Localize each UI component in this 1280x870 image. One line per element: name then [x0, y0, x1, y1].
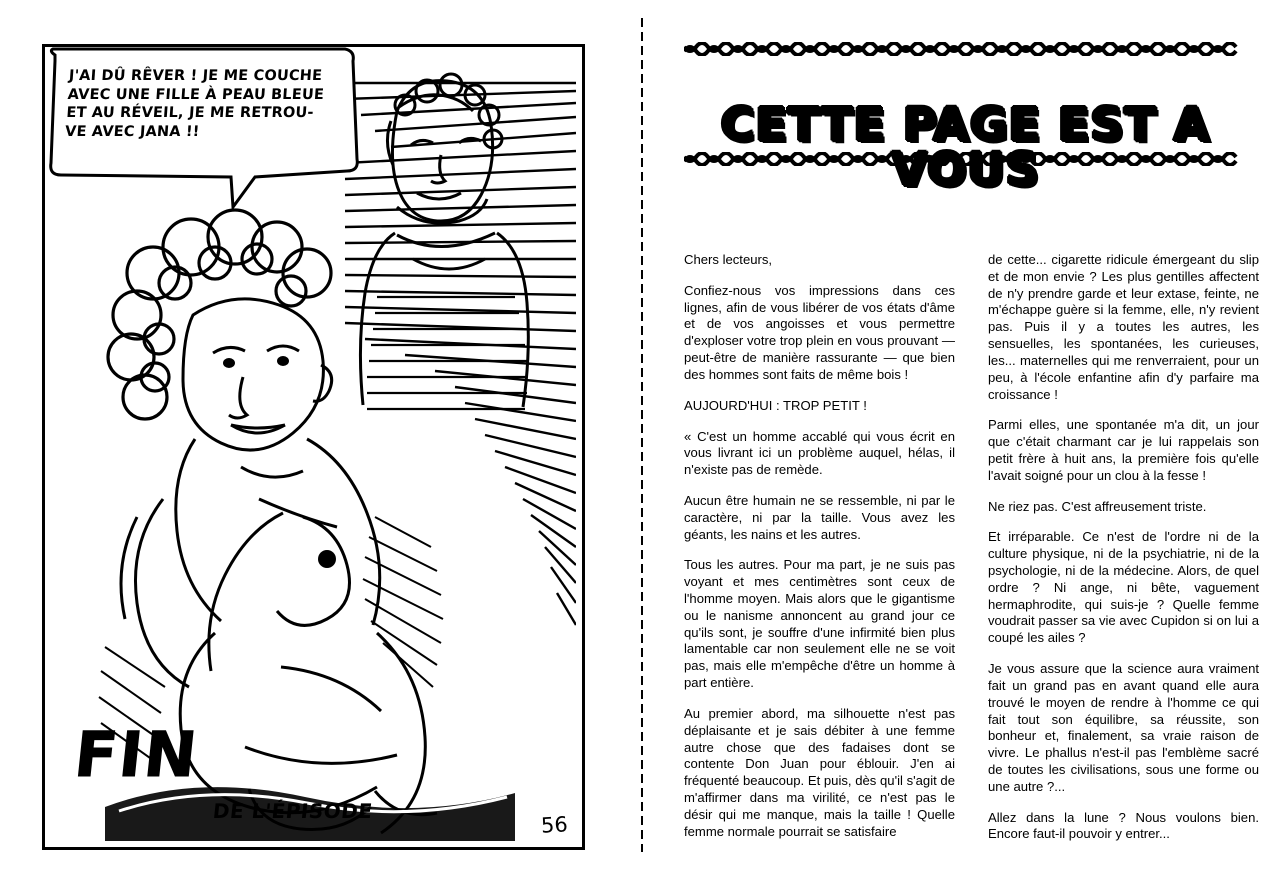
article-columns [684, 252, 1260, 843]
wave-rule-top-icon [684, 42, 1247, 56]
paragraph: Aucun être humain ne se ressemble, ni par le caractère, ni par la taille. Vous avez les géants, les nains et les autres. [684, 492, 955, 542]
paragraph: Au premier abord, ma silhouette n'est pas déplaisante et je sais débiter à une femme autre chose que des fadaises dont se contente Don Juan pour éblouir. J'en ai fréquenté beaucoup. Et puis, dès qu'il s'agit de m'affirmer dans ma virilité, ce n'est pas le désir qui me manque, mais la taille ! Quelle femme normale pourrait se satisfaire [684, 705, 955, 839]
wave-rule-top [684, 42, 1247, 56]
article-subheading: AUJOURD'HUI : TROP PETIT ! [684, 397, 867, 413]
fin-episode-label: DE L'ÉPISODE [211, 799, 374, 823]
paragraph: Tous les autres. Pour ma part, je ne suis pas voyant et mes centimètres sont ceux de l'homme moyen. Mais alors que le gigantisme ou le nanisme annoncent au grand jour ce qu'ils sont, je souffre d'une infirmité bien plus lamentable car non seulement elle ne se voit pas, mais elle m'empêche d'être un homme à part entière. [684, 557, 955, 691]
fin-label: FIN [71, 718, 203, 791]
right-page [651, 0, 1280, 870]
page-gutter [637, 0, 651, 870]
paragraph: Chers lecteurs, [684, 252, 773, 267]
paragraph: de cette... cigarette ridicule émergeant du slip et de mon envie ? Les plus gentilles affectent de n'y prendre garde et leur extase, feinte, ne m'échappe guère si la femme, elle, n'y revient pas. Puis il y a toutes les autres, les sensuelles, les spontanées, les curieuses, les... maternelles qui me renverraient, pour un peu, à l'école enfantine afin d'y parfaire ma croissance ! [988, 252, 1259, 402]
paragraph: Ne riez pas. C'est affreusement triste. [988, 498, 1207, 514]
speech-balloon [51, 55, 341, 175]
paragraph: « C'est un homme accablé qui vous écrit en vous livrant ici un problème auquel, hélas, il n'existe pas de remède. [684, 428, 955, 478]
wave-rule-bottom-icon [684, 152, 1247, 166]
wave-rule-bottom [684, 152, 1247, 166]
paragraph: Parmi elles, une spontanée m'a dit, un jour que c'était charmant car je lui rappelais son petit frère à huit ans, la première fois qu'elle l'avait soigné pour un clou à la fesse ! [988, 417, 1259, 483]
article-column-left [684, 252, 955, 843]
page-title: CETTE PAGE EST A VOUS [720, 98, 1211, 197]
comic-panel [42, 44, 585, 850]
paragraph: Et irréparable. Ce n'est de l'ordre ni de la culture physique, ni de la psychiatrie, ni de la psychologie, ni de la médecine. Alors, de quel ordre ? Ni ange, ni bête, vaguement hermaphrodite, qui suis-je ? Quelle femme voudrait passer sa vie avec Cupidon si on lui a coupé les ailes ? [988, 529, 1259, 646]
speech-balloon-text: J'AI DÛ RÊVER ! JE ME COUCHE AVEC UNE FILLE À PEAU BLEUE ET AU RÉVEIL, JE ME RETROU- VE AVEC JANA !! [64, 68, 325, 140]
paragraph: Allez dans la lune ? Nous voulons bien. Encore faut-il pouvoir y entrer... [988, 809, 1259, 842]
article-column-right [988, 252, 1259, 843]
page-number: 56 [540, 812, 569, 838]
paragraph: Confiez-nous vos impressions dans ces lignes, afin de vous libérer de vos états d'âme et de vos angoisses et vous permettre d'exploser votre trop plein en vous prouvant — peut-être de manière rassurante — que bien des hommes sont faits de même bois ! [684, 282, 955, 382]
paragraph: Je vous assure que la science aura vraiment fait un grand pas en avant quand elle aura trouvé le moyen de rendre à l'homme ce qui fait tout son équilibre, sa réussite, son bonheur et, finalement, sa vraie raison de vivre. Le phallus n'est-il pas l'emblème sacré de toutes les civilisations, sous une forme ou une autre ?... [988, 661, 1259, 794]
gutter-dashed-line [641, 18, 643, 852]
